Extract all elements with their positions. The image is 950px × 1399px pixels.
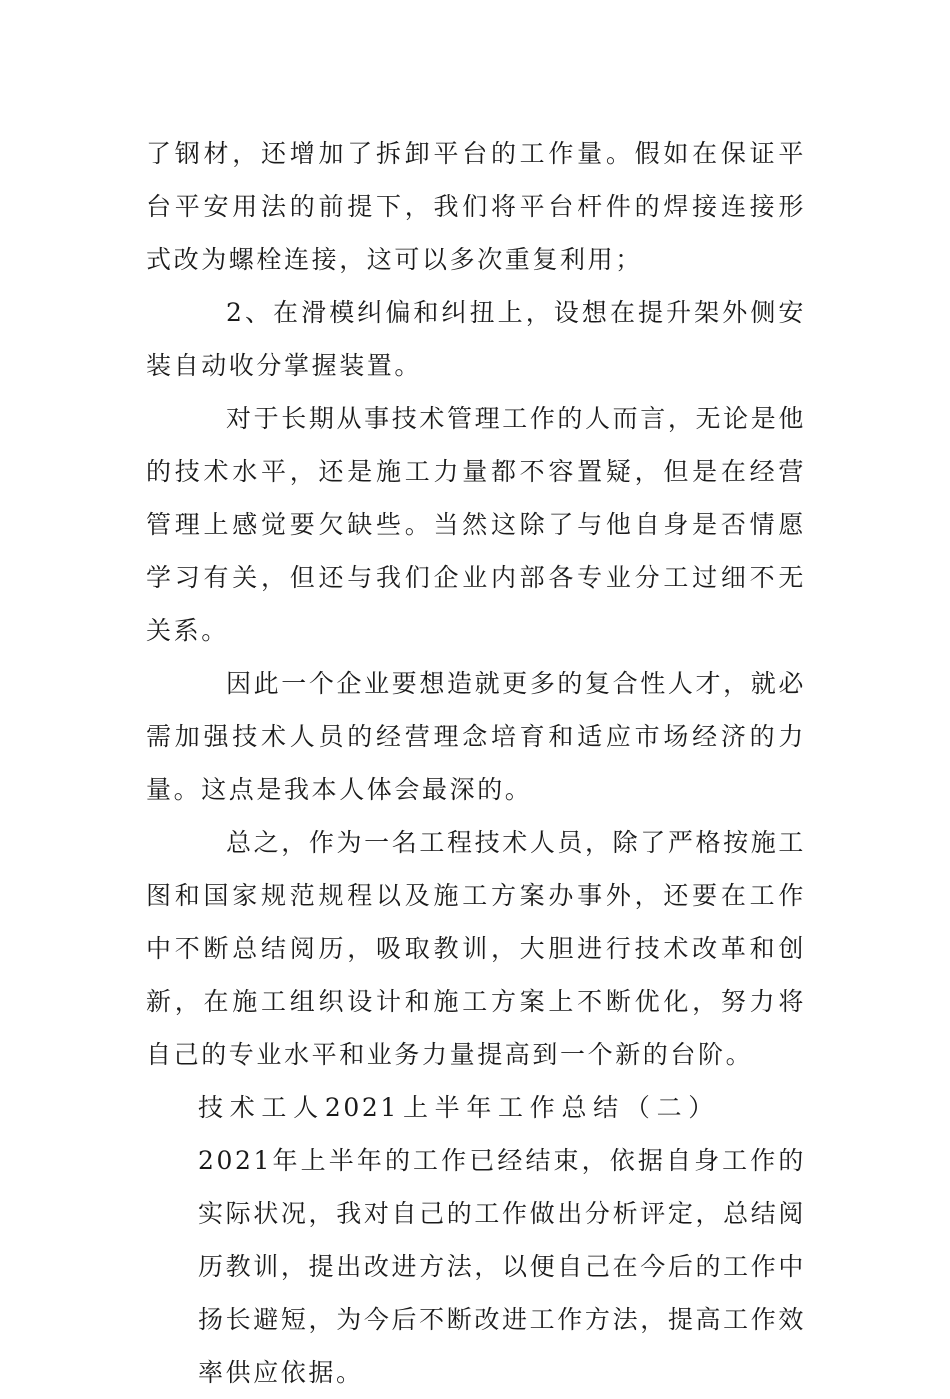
section-two [146,1081,806,1399]
paragraph-conclusion: 总之，作为一名工程技术人员，除了严格按施工图和国家规范规程以及施工方案办事外，还要在工作中不断总结阅历，吸取教训，大胆进行技术改革和创新，在施工组织设计和施工方案上不断优化，努力将自己的专业水平和业务力量提高到一个新的台阶。 [146,828,806,1069]
paragraph-continuation: 了钢材，还增加了拆卸平台的工作量。假如在保证平台平安用法的前提下，我们将平台杆件的焊接连接形式改为螺栓连接，这可以多次重复利用； [146,139,806,274]
document-body [146,127,806,1399]
section-body: 2021年上半年的工作已经结束，依据自身工作的实际状况，我对自己的工作做出分析评定，总结阅历教训，提出改进方法，以便自己在今后的工作中扬长避短，为今后不断改进工作方法，提高工作效率供应依据。 [198,1146,806,1387]
paragraph-talent: 因此一个企业要想造就更多的复合性人才，就必需加强技术人员的经营理念培育和适应市场经济的力量。这点是我本人体会最深的。 [146,669,806,804]
paragraph-item-2: 2、在滑模纠偏和纠扭上，设想在提升架外侧安装自动收分掌握装置。 [146,298,806,380]
paragraph-management: 对于长期从事技术管理工作的人而言，无论是他的技术水平，还是施工力量都不容置疑，但是在经营管理上感觉要欠缺些。当然这除了与他自身是否情愿学习有关，但还与我们企业内部各专业分工过细不无关系。 [146,404,806,645]
section-title: 技术工人2021上半年工作总结（二） [198,1093,720,1122]
